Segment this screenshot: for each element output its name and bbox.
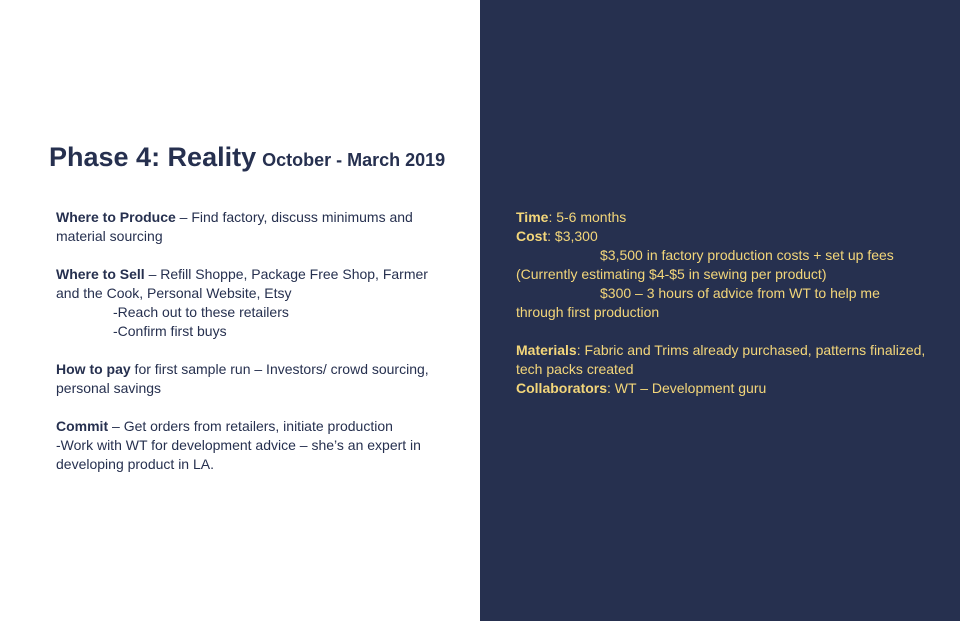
collaborators-label: Collaborators bbox=[516, 380, 608, 396]
materials-paragraph bbox=[516, 341, 926, 379]
commit-paragraph bbox=[56, 417, 451, 436]
sell-paragraph bbox=[56, 265, 451, 303]
left-content bbox=[56, 208, 451, 474]
sell-label: Where to Sell bbox=[56, 266, 145, 282]
collaborators-text: : WT – Development guru bbox=[607, 380, 767, 396]
cost-item-advice-cont: through first production bbox=[516, 304, 660, 320]
produce-label: Where to Produce bbox=[56, 209, 176, 225]
cost-item-factory: $3,500 in factory production costs + set up fees bbox=[600, 247, 894, 263]
right-content bbox=[516, 208, 926, 398]
commit-line2: -Work with WT for development advice – she’s an expert in developing product in LA. bbox=[56, 437, 421, 472]
pay-label: How to pay bbox=[56, 361, 131, 377]
cost-text: : $3,300 bbox=[547, 228, 598, 244]
sell-item-confirm: -Confirm first buys bbox=[113, 323, 227, 339]
cost-item-advice: $300 – 3 hours of advice from WT to help me bbox=[600, 285, 880, 301]
time-label: Time bbox=[516, 209, 549, 225]
produce-text: – Find factory, discuss minimums and material sourcing bbox=[56, 209, 413, 244]
cost-line bbox=[516, 227, 926, 246]
time-text: : 5-6 months bbox=[548, 209, 627, 225]
cost-label: Cost bbox=[516, 228, 548, 244]
time-line bbox=[516, 208, 926, 227]
title-date-range: October - March 2019 bbox=[262, 150, 446, 170]
sell-item-reach-out: -Reach out to these retailers bbox=[113, 304, 289, 320]
sell-text: – Refill Shoppe, Package Free Shop, Farmer and the Cook, Personal Website, Etsy bbox=[56, 266, 428, 301]
materials-text: : Fabric and Trims already purchased, patterns finalized, tech packs created bbox=[516, 342, 926, 377]
slide-title bbox=[49, 142, 445, 173]
pay-paragraph bbox=[56, 360, 451, 398]
cost-item-factory-note: (Currently estimating $4-$5 in sewing per product) bbox=[516, 266, 827, 282]
pay-text: for first sample run – Investors/ crowd sourcing, personal savings bbox=[56, 361, 429, 396]
produce-paragraph bbox=[56, 208, 451, 246]
collaborators-line bbox=[516, 379, 926, 398]
title-main: Phase 4: Reality bbox=[49, 142, 257, 172]
commit-text: – Get orders from retailers, initiate production bbox=[108, 418, 393, 434]
commit-label: Commit bbox=[56, 418, 109, 434]
materials-label: Materials bbox=[516, 342, 577, 358]
